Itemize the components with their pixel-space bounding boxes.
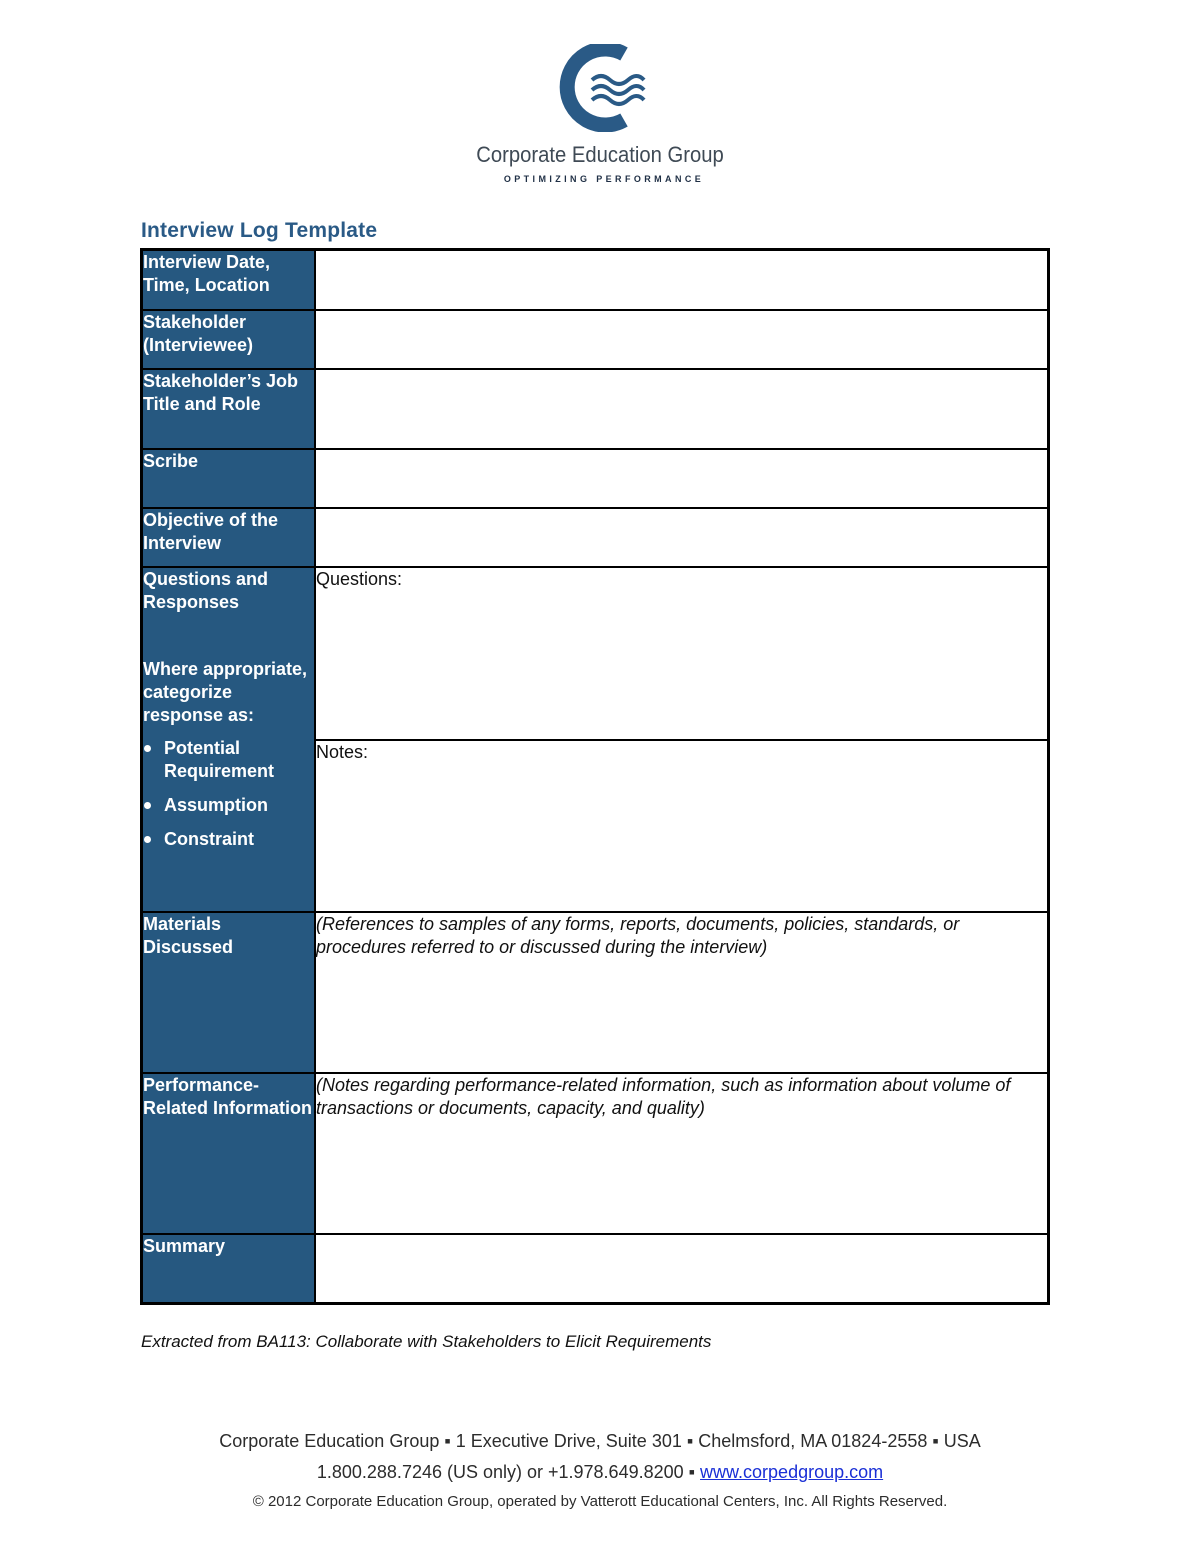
table-row	[142, 1073, 1049, 1234]
row-label: Scribe	[142, 449, 316, 508]
list-item: Potential Requirement	[143, 737, 314, 783]
questions-field[interactable]: Questions:	[315, 567, 1049, 740]
table-row	[142, 508, 1049, 567]
table-row	[142, 449, 1049, 508]
table-row	[142, 310, 1049, 369]
footer-address: Corporate Education Group ▪ 1 Executive Drive, Suite 301 ▪ Chelmsford, MA 01824-2558 ▪ USA	[219, 1431, 981, 1451]
website-link[interactable]: www.corpedgroup.com	[700, 1462, 884, 1482]
table-row	[142, 912, 1049, 1073]
row-label: Stakeholder’s Job Title and Role	[142, 369, 316, 449]
row-label: Questions and Responses	[143, 568, 269, 612]
table-row	[142, 567, 1049, 740]
performance-info-field[interactable]: (Notes regarding performance-related information, such as information about volume of transactions or documents, capacity, and quality)	[315, 1073, 1049, 1234]
table-row	[142, 369, 1049, 449]
row-label: Materials Discussed	[142, 912, 316, 1073]
document-title: Interview Log Template	[141, 219, 378, 242]
row-label: Performance-Related Information	[142, 1073, 316, 1234]
table-row	[142, 250, 1049, 310]
notes-field[interactable]: Notes:	[315, 740, 1049, 912]
list-item: Assumption	[143, 794, 314, 817]
company-logo-icon	[552, 44, 648, 132]
row-label: Objective of the Interview	[142, 508, 316, 567]
table-row	[142, 1234, 1049, 1304]
row-label: Interview Date, Time, Location	[142, 250, 316, 310]
date-time-location-field[interactable]	[315, 250, 1049, 310]
job-title-role-field[interactable]	[315, 369, 1049, 449]
materials-discussed-field[interactable]: (References to samples of any forms, reports, documents, policies, standards, or procedures referred to or discussed during the interview)	[315, 912, 1049, 1073]
interview-log-table	[140, 248, 1050, 1305]
stakeholder-field[interactable]	[315, 310, 1049, 369]
row-label: Summary	[142, 1234, 316, 1304]
logo-block	[0, 44, 1200, 184]
brand-name: Corporate Education Group	[476, 142, 724, 167]
objective-field[interactable]	[315, 508, 1049, 567]
questions-responses-label-cell	[142, 567, 316, 912]
row-label: Stakeholder (Interviewee)	[142, 310, 316, 369]
footer-phone: 1.800.288.7246 (US only) or +1.978.649.8200 ▪	[316, 1462, 701, 1482]
brand-tagline: OPTIMIZING PERFORMANCE	[503, 174, 705, 184]
list-item: Constraint	[143, 828, 314, 851]
summary-field[interactable]	[315, 1234, 1049, 1304]
footer-copyright: © 2012 Corporate Education Group, operated by Vatterott Educational Centers, Inc. All Rights Reserved.	[252, 1493, 948, 1510]
row-sublabel: Where appropriate, categorize response as:	[143, 658, 308, 725]
category-list	[143, 737, 314, 851]
footer-contact	[0, 1462, 1200, 1483]
scribe-field[interactable]	[315, 449, 1049, 508]
extract-note: Extracted from BA113: Collaborate with Stakeholders to Elicit Requirements	[141, 1332, 712, 1351]
